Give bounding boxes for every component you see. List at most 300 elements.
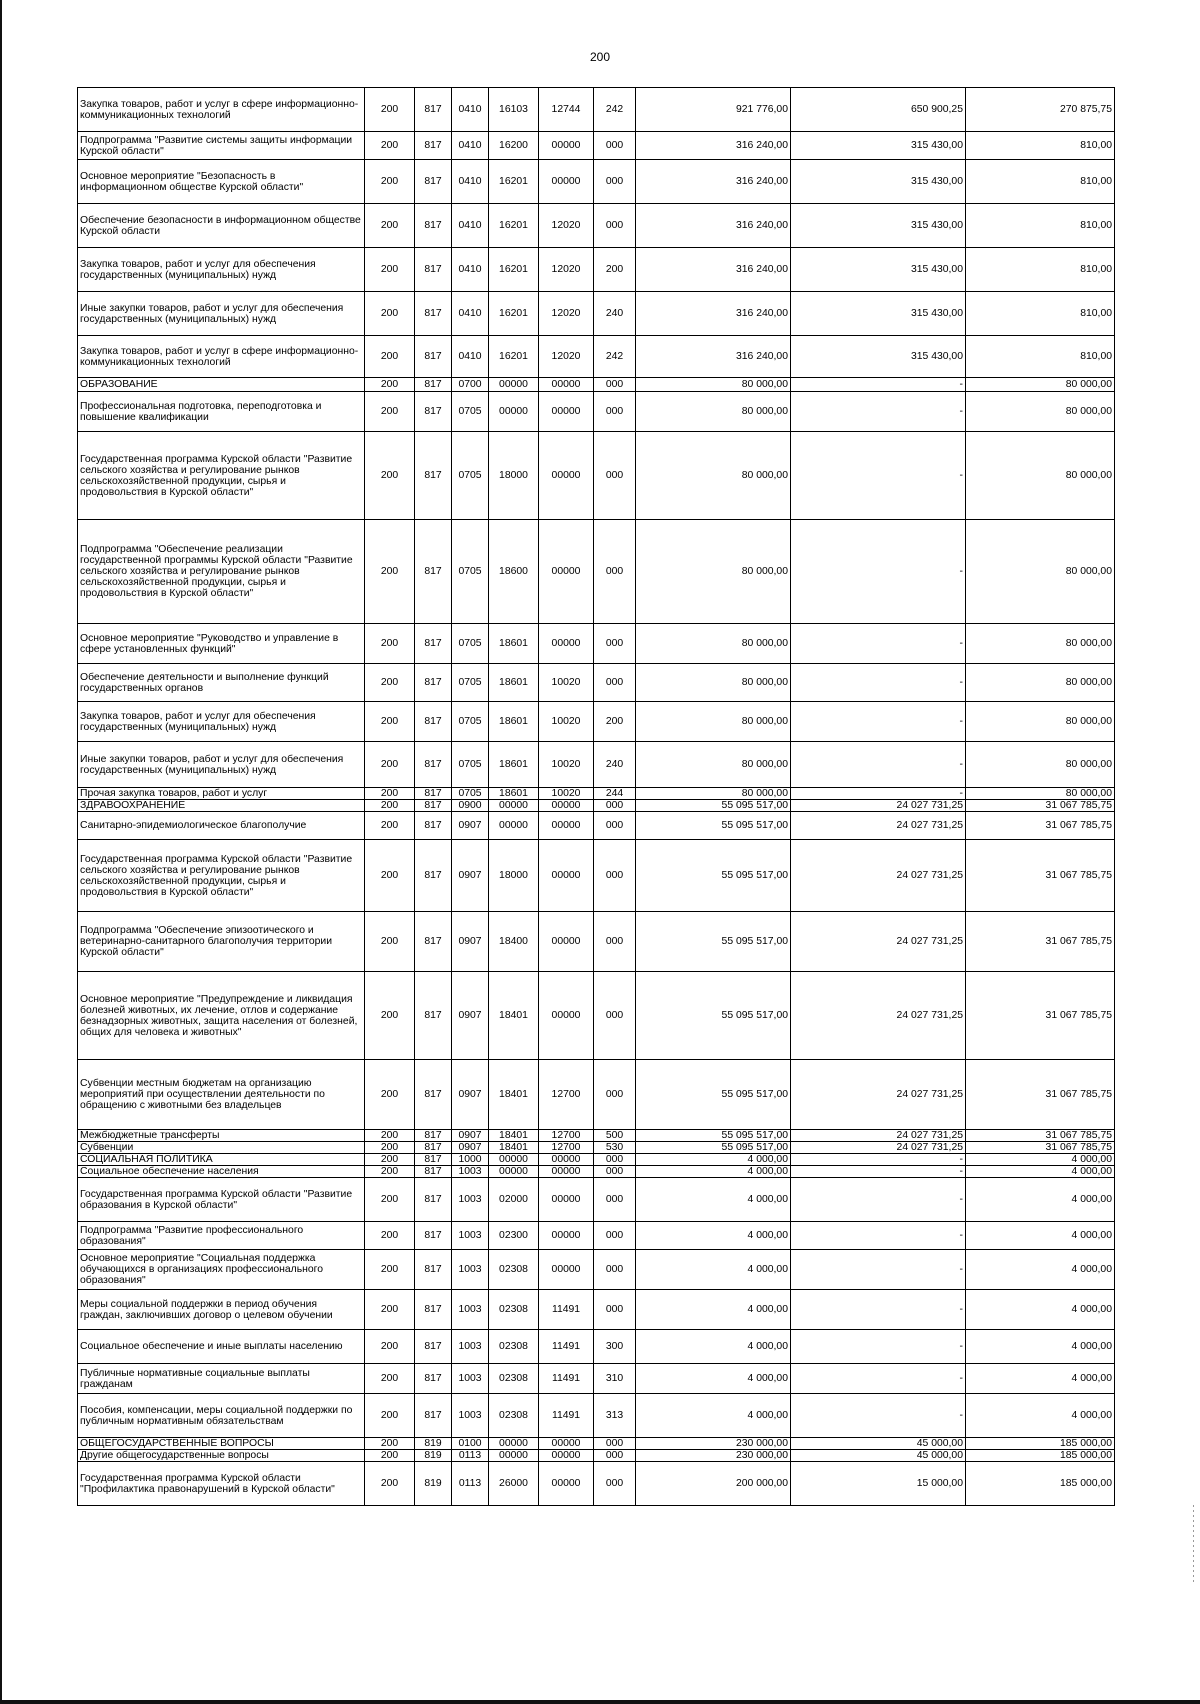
row-name: Другие общегосударственные вопросы: [78, 1450, 365, 1462]
expense-type-code: 000: [594, 972, 636, 1060]
expense-type-code: 000: [594, 664, 636, 702]
program-code: 18401: [489, 1060, 539, 1130]
amount-remainder: 4 000,00: [966, 1154, 1115, 1166]
amount-remainder: 4 000,00: [966, 1290, 1115, 1330]
program-code: 18000: [489, 840, 539, 912]
expense-type-code: 000: [594, 1290, 636, 1330]
table-row: [78, 840, 1115, 912]
table-row: [78, 1250, 1115, 1290]
table-row: [78, 972, 1115, 1060]
expense-type-code: 000: [594, 912, 636, 972]
expense-type-code: 200: [594, 248, 636, 292]
direction-code: 12700: [539, 1142, 594, 1154]
amount-executed: 24 027 731,25: [791, 1142, 966, 1154]
section-code: 0410: [452, 204, 489, 248]
amount-plan: 55 095 517,00: [636, 972, 791, 1060]
amount-remainder: 4 000,00: [966, 1330, 1115, 1364]
row-name: Закупка товаров, работ и услуг в сфере информационно-коммуникационных технологий: [78, 88, 365, 132]
ministry-code: 817: [415, 248, 452, 292]
amount-executed: -: [791, 1222, 966, 1250]
table-row: [78, 1178, 1115, 1222]
row-name: Подпрограмма "Развитие системы защиты информации Курской области": [78, 132, 365, 160]
ministry-code: 817: [415, 1250, 452, 1290]
gr-code: 200: [365, 912, 415, 972]
expense-type-code: 242: [594, 88, 636, 132]
expense-type-code: 000: [594, 392, 636, 432]
row-name: Закупка товаров, работ и услуг для обеспечения государственных (муниципальных) нужд: [78, 702, 365, 742]
ministry-code: 817: [415, 204, 452, 248]
ministry-code: 817: [415, 624, 452, 664]
program-code: 00000: [489, 812, 539, 840]
row-name: Обеспечение безопасности в информационном обществе Курской области: [78, 204, 365, 248]
amount-remainder: 4 000,00: [966, 1222, 1115, 1250]
gr-code: 200: [365, 1222, 415, 1250]
ministry-code: 817: [415, 800, 452, 812]
gr-code: 200: [365, 1250, 415, 1290]
amount-remainder: 270 875,75: [966, 88, 1115, 132]
ministry-code: 817: [415, 88, 452, 132]
row-name: Подпрограмма "Обеспечение реализации государственной программы Курской области "Развитие сельского хозяйства и регулирование рынков сельскохозяйственной продукции, сырья и продовольствия в Курской области": [78, 520, 365, 624]
ministry-code: 817: [415, 742, 452, 788]
amount-plan: 316 240,00: [636, 204, 791, 248]
ministry-code: 817: [415, 132, 452, 160]
direction-code: 11491: [539, 1290, 594, 1330]
program-code: 00000: [489, 378, 539, 392]
amount-executed: 45 000,00: [791, 1450, 966, 1462]
row-name: СОЦИАЛЬНАЯ ПОЛИТИКА: [78, 1154, 365, 1166]
expense-type-code: 000: [594, 1222, 636, 1250]
direction-code: 00000: [539, 1450, 594, 1462]
amount-executed: -: [791, 664, 966, 702]
ministry-code: 819: [415, 1438, 452, 1450]
amount-plan: 4 000,00: [636, 1178, 791, 1222]
amount-executed: 24 027 731,25: [791, 1130, 966, 1142]
gr-code: 200: [365, 1154, 415, 1166]
section-code: 1003: [452, 1222, 489, 1250]
table-row: [78, 336, 1115, 378]
amount-executed: 45 000,00: [791, 1438, 966, 1450]
amount-executed: 315 430,00: [791, 204, 966, 248]
direction-code: 00000: [539, 1250, 594, 1290]
amount-plan: 4 000,00: [636, 1250, 791, 1290]
amount-remainder: 185 000,00: [966, 1438, 1115, 1450]
section-code: 1003: [452, 1250, 489, 1290]
table-row: [78, 160, 1115, 204]
section-code: 0410: [452, 248, 489, 292]
program-code: 18601: [489, 624, 539, 664]
row-name: ОБРАЗОВАНИЕ: [78, 378, 365, 392]
expense-type-code: 000: [594, 1462, 636, 1506]
amount-remainder: 80 000,00: [966, 742, 1115, 788]
table-row: [78, 1394, 1115, 1438]
amount-executed: -: [791, 432, 966, 520]
row-name: Социальное обеспечение населения: [78, 1166, 365, 1178]
gr-code: 200: [365, 840, 415, 912]
table-row: [78, 1154, 1115, 1166]
direction-code: 10020: [539, 742, 594, 788]
expense-type-code: 313: [594, 1394, 636, 1438]
amount-executed: -: [791, 1394, 966, 1438]
direction-code: 00000: [539, 1154, 594, 1166]
amount-plan: 4 000,00: [636, 1330, 791, 1364]
table-row: [78, 432, 1115, 520]
row-name: Публичные нормативные социальные выплаты гражданам: [78, 1364, 365, 1394]
expense-type-code: 000: [594, 624, 636, 664]
gr-code: 200: [365, 664, 415, 702]
row-name: Государственная программа Курской области "Профилактика правонарушений в Курской области": [78, 1462, 365, 1506]
section-code: 0907: [452, 972, 489, 1060]
amount-plan: 80 000,00: [636, 432, 791, 520]
section-code: 0410: [452, 160, 489, 204]
program-code: 00000: [489, 800, 539, 812]
row-name: Основное мероприятие "Предупреждение и ликвидация болезней животных, их лечение, отлов и содержание безнадзорных животных, защита населения от болезней, общих для человека и животных": [78, 972, 365, 1060]
row-name: Иные закупки товаров, работ и услуг для обеспечения государственных (муниципальных) нужд: [78, 742, 365, 788]
section-code: 0705: [452, 624, 489, 664]
gr-code: 200: [365, 1438, 415, 1450]
program-code: 18400: [489, 912, 539, 972]
amount-remainder: 185 000,00: [966, 1462, 1115, 1506]
row-name: ОБЩЕГОСУДАРСТВЕННЫЕ ВОПРОСЫ: [78, 1438, 365, 1450]
section-code: 1003: [452, 1178, 489, 1222]
program-code: 02308: [489, 1250, 539, 1290]
amount-plan: 921 776,00: [636, 88, 791, 132]
amount-plan: 316 240,00: [636, 248, 791, 292]
row-name: Государственная программа Курской области "Развитие образования в Курской области": [78, 1178, 365, 1222]
direction-code: 12744: [539, 88, 594, 132]
table-row: [78, 204, 1115, 248]
section-code: 0900: [452, 800, 489, 812]
ministry-code: 817: [415, 788, 452, 800]
row-name: Субвенции местным бюджетам на организацию мероприятий при осуществлении деятельности по обращению с животными без владельцев: [78, 1060, 365, 1130]
direction-code: 00000: [539, 432, 594, 520]
amount-plan: 230 000,00: [636, 1438, 791, 1450]
program-code: 18601: [489, 702, 539, 742]
program-code: 18401: [489, 1130, 539, 1142]
table-row: [78, 378, 1115, 392]
amount-plan: 80 000,00: [636, 520, 791, 624]
program-code: 00000: [489, 1154, 539, 1166]
section-code: 0907: [452, 1142, 489, 1154]
gr-code: 200: [365, 1060, 415, 1130]
direction-code: 00000: [539, 1166, 594, 1178]
table-row: [78, 1290, 1115, 1330]
amount-remainder: 80 000,00: [966, 432, 1115, 520]
expense-type-code: 000: [594, 204, 636, 248]
table-row: [78, 788, 1115, 800]
direction-code: 00000: [539, 132, 594, 160]
expense-type-code: 000: [594, 520, 636, 624]
amount-remainder: 4 000,00: [966, 1364, 1115, 1394]
row-name: Межбюджетные трансферты: [78, 1130, 365, 1142]
row-name: Основное мероприятие "Руководство и управление в сфере установленных функций": [78, 624, 365, 664]
amount-executed: -: [791, 624, 966, 664]
table-row: [78, 1130, 1115, 1142]
ministry-code: 817: [415, 378, 452, 392]
expense-type-code: 500: [594, 1130, 636, 1142]
section-code: 0410: [452, 336, 489, 378]
ministry-code: 817: [415, 1222, 452, 1250]
amount-executed: -: [791, 742, 966, 788]
table-row: [78, 800, 1115, 812]
section-code: 0907: [452, 840, 489, 912]
expense-type-code: 000: [594, 812, 636, 840]
expense-type-code: 240: [594, 292, 636, 336]
program-code: 18000: [489, 432, 539, 520]
expense-type-code: 000: [594, 1178, 636, 1222]
table-row: [78, 132, 1115, 160]
amount-executed: -: [791, 1178, 966, 1222]
ministry-code: 817: [415, 432, 452, 520]
ministry-code: 817: [415, 812, 452, 840]
amount-plan: 55 095 517,00: [636, 840, 791, 912]
table-row: [78, 248, 1115, 292]
row-name: Основное мероприятие "Социальная поддержка обучающихся в организациях профессионального образования": [78, 1250, 365, 1290]
table-row: [78, 1222, 1115, 1250]
amount-plan: 4 000,00: [636, 1222, 791, 1250]
gr-code: 200: [365, 1166, 415, 1178]
gr-code: 200: [365, 1462, 415, 1506]
amount-remainder: 810,00: [966, 336, 1115, 378]
amount-plan: 55 095 517,00: [636, 800, 791, 812]
amount-executed: -: [791, 392, 966, 432]
program-code: 00000: [489, 1166, 539, 1178]
amount-remainder: 810,00: [966, 248, 1115, 292]
expense-type-code: 240: [594, 742, 636, 788]
amount-executed: 315 430,00: [791, 248, 966, 292]
amount-executed: 24 027 731,25: [791, 1060, 966, 1130]
gr-code: 200: [365, 800, 415, 812]
row-name: Социальное обеспечение и иные выплаты населению: [78, 1330, 365, 1364]
expense-type-code: 000: [594, 1438, 636, 1450]
table-row: [78, 1364, 1115, 1394]
program-code: 02308: [489, 1330, 539, 1364]
ministry-code: 817: [415, 1142, 452, 1154]
ministry-code: 817: [415, 392, 452, 432]
amount-remainder: 31 067 785,75: [966, 812, 1115, 840]
program-code: 02308: [489, 1394, 539, 1438]
gr-code: 200: [365, 292, 415, 336]
program-code: 16200: [489, 132, 539, 160]
expense-type-code: 000: [594, 378, 636, 392]
expense-type-code: 000: [594, 1060, 636, 1130]
amount-plan: 55 095 517,00: [636, 812, 791, 840]
ministry-code: 817: [415, 336, 452, 378]
amount-plan: 80 000,00: [636, 742, 791, 788]
amount-remainder: 80 000,00: [966, 378, 1115, 392]
row-name: Субвенции: [78, 1142, 365, 1154]
gr-code: 200: [365, 1178, 415, 1222]
expense-type-code: 000: [594, 1154, 636, 1166]
program-code: 18601: [489, 742, 539, 788]
ministry-code: 817: [415, 1060, 452, 1130]
table-row: [78, 292, 1115, 336]
amount-remainder: 80 000,00: [966, 702, 1115, 742]
amount-executed: -: [791, 1290, 966, 1330]
expense-type-code: 530: [594, 1142, 636, 1154]
section-code: 0113: [452, 1450, 489, 1462]
amount-remainder: 31 067 785,75: [966, 1142, 1115, 1154]
program-code: 18600: [489, 520, 539, 624]
direction-code: 00000: [539, 1462, 594, 1506]
amount-executed: -: [791, 1154, 966, 1166]
row-name: Основное мероприятие "Безопасность в информационном обществе Курской области": [78, 160, 365, 204]
direction-code: 00000: [539, 912, 594, 972]
row-name: Обеспечение деятельности и выполнение функций государственных органов: [78, 664, 365, 702]
amount-plan: 80 000,00: [636, 702, 791, 742]
amount-executed: -: [791, 520, 966, 624]
direction-code: 12020: [539, 336, 594, 378]
row-name: Прочая закупка товаров, работ и услуг: [78, 788, 365, 800]
direction-code: 12700: [539, 1060, 594, 1130]
section-code: 1003: [452, 1364, 489, 1394]
row-name: Закупка товаров, работ и услуг для обеспечения государственных (муниципальных) нужд: [78, 248, 365, 292]
section-code: 1000: [452, 1154, 489, 1166]
direction-code: 00000: [539, 1438, 594, 1450]
program-code: 02308: [489, 1290, 539, 1330]
direction-code: 00000: [539, 1222, 594, 1250]
gr-code: 200: [365, 742, 415, 788]
gr-code: 200: [365, 702, 415, 742]
direction-code: 12020: [539, 248, 594, 292]
table-row: [78, 1060, 1115, 1130]
amount-plan: 4 000,00: [636, 1364, 791, 1394]
program-code: 26000: [489, 1462, 539, 1506]
amount-plan: 4 000,00: [636, 1154, 791, 1166]
amount-executed: -: [791, 378, 966, 392]
amount-plan: 4 000,00: [636, 1394, 791, 1438]
row-name: ЗДРАВООХРАНЕНИЕ: [78, 800, 365, 812]
program-code: 02300: [489, 1222, 539, 1250]
amount-executed: -: [791, 1166, 966, 1178]
expense-type-code: 300: [594, 1330, 636, 1364]
ministry-code: 817: [415, 520, 452, 624]
row-name: Подпрограмма "Развитие профессионального образования": [78, 1222, 365, 1250]
expense-type-code: 000: [594, 132, 636, 160]
table-row: [78, 812, 1115, 840]
gr-code: 200: [365, 1290, 415, 1330]
ministry-code: 817: [415, 1364, 452, 1394]
amount-remainder: 80 000,00: [966, 520, 1115, 624]
amount-remainder: 4 000,00: [966, 1166, 1115, 1178]
direction-code: 00000: [539, 812, 594, 840]
gr-code: 200: [365, 624, 415, 664]
expense-type-code: 000: [594, 1450, 636, 1462]
program-code: 02308: [489, 1364, 539, 1394]
program-code: 16201: [489, 292, 539, 336]
amount-remainder: 80 000,00: [966, 392, 1115, 432]
section-code: 0705: [452, 664, 489, 702]
direction-code: 00000: [539, 1178, 594, 1222]
amount-remainder: 810,00: [966, 204, 1115, 248]
table-row: [78, 1438, 1115, 1450]
program-code: 16201: [489, 336, 539, 378]
amount-executed: 315 430,00: [791, 292, 966, 336]
ministry-code: 817: [415, 702, 452, 742]
row-name: Государственная программа Курской области "Развитие сельского хозяйства и регулирование рынков сельскохозяйственной продукции, сырья и продовольствия в Курской области": [78, 432, 365, 520]
gr-code: 200: [365, 160, 415, 204]
direction-code: 11491: [539, 1330, 594, 1364]
ministry-code: 817: [415, 1130, 452, 1142]
gr-code: 200: [365, 812, 415, 840]
table-row: [78, 1462, 1115, 1506]
direction-code: 00000: [539, 800, 594, 812]
section-code: 0705: [452, 520, 489, 624]
amount-plan: 55 095 517,00: [636, 1142, 791, 1154]
section-code: 0705: [452, 432, 489, 520]
gr-code: 200: [365, 1130, 415, 1142]
amount-executed: 15 000,00: [791, 1462, 966, 1506]
amount-plan: 4 000,00: [636, 1166, 791, 1178]
ministry-code: 817: [415, 1330, 452, 1364]
amount-remainder: 4 000,00: [966, 1250, 1115, 1290]
program-code: 16201: [489, 248, 539, 292]
amount-remainder: 31 067 785,75: [966, 840, 1115, 912]
amount-remainder: 31 067 785,75: [966, 1130, 1115, 1142]
section-code: 1003: [452, 1166, 489, 1178]
row-name: Меры социальной поддержки в период обучения граждан, заключивших договор о целевом обучении: [78, 1290, 365, 1330]
section-code: 0705: [452, 788, 489, 800]
section-code: 0410: [452, 132, 489, 160]
table-row: [78, 1142, 1115, 1154]
gr-code: 200: [365, 1364, 415, 1394]
table-row: [78, 624, 1115, 664]
expense-type-code: 000: [594, 1166, 636, 1178]
amount-executed: 24 027 731,25: [791, 912, 966, 972]
table-row: [78, 702, 1115, 742]
section-code: 1003: [452, 1330, 489, 1364]
direction-code: 00000: [539, 840, 594, 912]
gr-code: 200: [365, 132, 415, 160]
ministry-code: 817: [415, 1394, 452, 1438]
table-row: [78, 1166, 1115, 1178]
direction-code: 00000: [539, 160, 594, 204]
gr-code: 200: [365, 972, 415, 1060]
amount-executed: 315 430,00: [791, 336, 966, 378]
gr-code: 200: [365, 1394, 415, 1438]
gr-code: 200: [365, 248, 415, 292]
ministry-code: 817: [415, 160, 452, 204]
direction-code: 00000: [539, 392, 594, 432]
program-code: 18401: [489, 972, 539, 1060]
program-code: 00000: [489, 392, 539, 432]
amount-remainder: 80 000,00: [966, 624, 1115, 664]
section-code: 0100: [452, 1438, 489, 1450]
amount-plan: 80 000,00: [636, 392, 791, 432]
scan-left-edge: [0, 0, 2, 1704]
table-row: [78, 520, 1115, 624]
program-code: 02000: [489, 1178, 539, 1222]
direction-code: 12020: [539, 204, 594, 248]
program-code: 16103: [489, 88, 539, 132]
ministry-code: 819: [415, 1450, 452, 1462]
gr-code: 200: [365, 1330, 415, 1364]
table-row: [78, 742, 1115, 788]
direction-code: 00000: [539, 378, 594, 392]
gr-code: 200: [365, 1450, 415, 1462]
program-code: 16201: [489, 204, 539, 248]
amount-remainder: 810,00: [966, 292, 1115, 336]
row-name: Санитарно-эпидемиологическое благополучие: [78, 812, 365, 840]
amount-remainder: 4 000,00: [966, 1394, 1115, 1438]
ministry-code: 817: [415, 840, 452, 912]
amount-remainder: 80 000,00: [966, 664, 1115, 702]
amount-plan: 80 000,00: [636, 664, 791, 702]
amount-plan: 4 000,00: [636, 1290, 791, 1330]
program-code: 00000: [489, 1438, 539, 1450]
table-row: [78, 88, 1115, 132]
gr-code: 200: [365, 392, 415, 432]
amount-executed: 24 027 731,25: [791, 840, 966, 912]
